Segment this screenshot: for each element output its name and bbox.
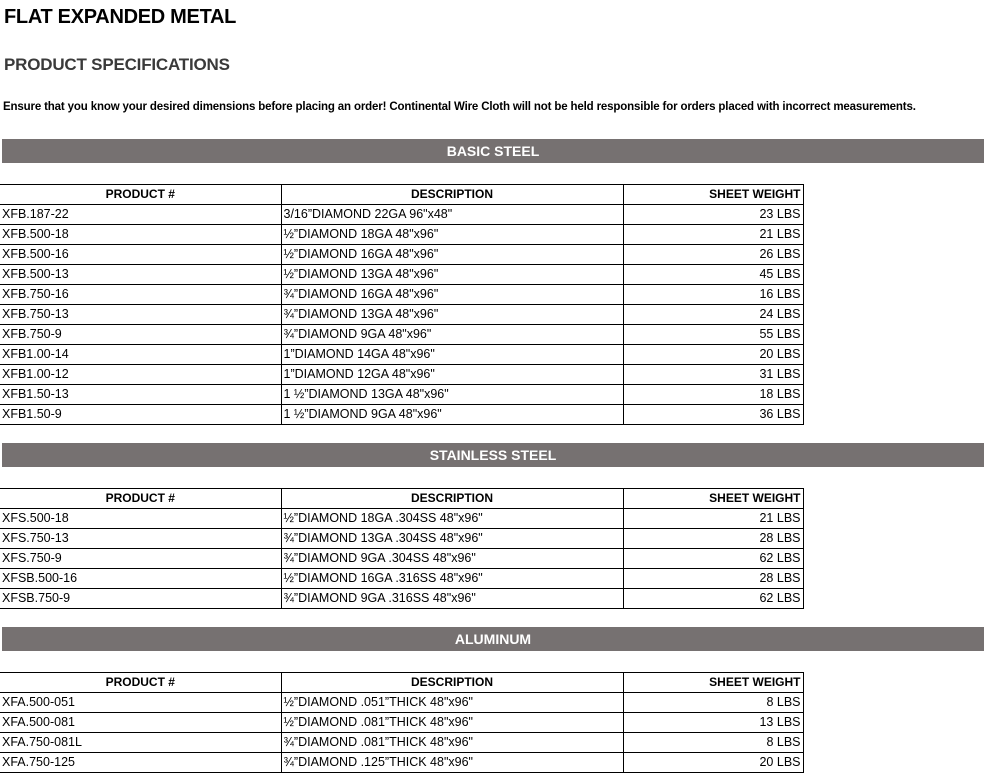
product-number-cell: XFSB.500-16: [0, 569, 281, 589]
product-number-cell: XFB.750-9: [0, 325, 281, 345]
product-number-cell: XFB1.00-12: [0, 365, 281, 385]
description-cell: ½”DIAMOND 16GA .316SS 48"x96": [281, 569, 623, 589]
sheet-weight-cell: 55 LBS: [623, 325, 803, 345]
description-cell: 1 ½”DIAMOND 9GA 48"x96": [281, 405, 623, 425]
product-number-cell: XFA.500-051: [0, 693, 281, 713]
description-cell: 1 ½”DIAMOND 13GA 48"x96": [281, 385, 623, 405]
sheet-weight-cell: 18 LBS: [623, 385, 803, 405]
sheet-weight-cell: 62 LBS: [623, 589, 803, 609]
column-header-product: PRODUCT #: [0, 673, 281, 693]
description-cell: ¾”DIAMOND 9GA 48"x96": [281, 325, 623, 345]
spec-table-aluminum: [0, 672, 804, 773]
sheet-weight-cell: 62 LBS: [623, 549, 803, 569]
sheet-weight-cell: 8 LBS: [623, 733, 803, 753]
table-row: [0, 733, 803, 753]
description-cell: ½”DIAMOND .081”THICK 48"x96": [281, 713, 623, 733]
description-cell: ½”DIAMOND 18GA .304SS 48"x96": [281, 509, 623, 529]
table-row: [0, 693, 803, 713]
table-row: [0, 753, 803, 773]
table-header-row: [0, 185, 803, 205]
section-banner-stainless-steel: STAINLESS STEEL: [2, 443, 984, 467]
description-cell: 3/16”DIAMOND 22GA 96"x48": [281, 205, 623, 225]
page-title: FLAT EXPANDED METAL: [4, 6, 237, 28]
column-header-weight: SHEET WEIGHT: [623, 673, 803, 693]
table-row: [0, 529, 803, 549]
table-row: [0, 285, 803, 305]
description-cell: 1”DIAMOND 12GA 48"x96": [281, 365, 623, 385]
description-cell: ¾”DIAMOND 9GA .316SS 48"x96": [281, 589, 623, 609]
spec-table-stainless-steel: [0, 488, 804, 609]
order-notice: Ensure that you know your desired dimensions before placing an order! Continental Wire Cloth will not be held responsible for orders placed with incorrect measurements.: [3, 101, 916, 113]
column-header-description: DESCRIPTION: [281, 489, 623, 509]
description-cell: ¾”DIAMOND .125”THICK 48"x96": [281, 753, 623, 773]
sheet-weight-cell: 23 LBS: [623, 205, 803, 225]
column-header-description: DESCRIPTION: [281, 185, 623, 205]
product-number-cell: XFS.750-13: [0, 529, 281, 549]
product-number-cell: XFB.750-16: [0, 285, 281, 305]
table-row: [0, 405, 803, 425]
sheet-weight-cell: 31 LBS: [623, 365, 803, 385]
table-row: [0, 345, 803, 365]
sheet-weight-cell: 26 LBS: [623, 245, 803, 265]
product-number-cell: XFA.500-081: [0, 713, 281, 733]
product-number-cell: XFB1.00-14: [0, 345, 281, 365]
description-cell: ¾”DIAMOND 9GA .304SS 48"x96": [281, 549, 623, 569]
table-row: [0, 325, 803, 345]
table-row: [0, 365, 803, 385]
table-row: [0, 569, 803, 589]
table-header-row: [0, 489, 803, 509]
description-cell: 1”DIAMOND 14GA 48"x96": [281, 345, 623, 365]
sheet-weight-cell: 8 LBS: [623, 693, 803, 713]
section-banner-aluminum: ALUMINUM: [2, 627, 984, 651]
sheet-weight-cell: 21 LBS: [623, 225, 803, 245]
sheet-weight-cell: 13 LBS: [623, 713, 803, 733]
column-header-weight: SHEET WEIGHT: [623, 489, 803, 509]
product-number-cell: XFB.750-13: [0, 305, 281, 325]
sheet-weight-cell: 28 LBS: [623, 529, 803, 549]
description-cell: ¾”DIAMOND 13GA 48"x96": [281, 305, 623, 325]
product-number-cell: XFS.750-9: [0, 549, 281, 569]
product-number-cell: XFB.500-16: [0, 245, 281, 265]
column-header-product: PRODUCT #: [0, 489, 281, 509]
description-cell: ½”DIAMOND .051”THICK 48"x96": [281, 693, 623, 713]
description-cell: ¾”DIAMOND 16GA 48"x96": [281, 285, 623, 305]
sheet-weight-cell: 16 LBS: [623, 285, 803, 305]
description-cell: ½”DIAMOND 18GA 48"x96": [281, 225, 623, 245]
column-header-product: PRODUCT #: [0, 185, 281, 205]
table-row: [0, 225, 803, 245]
column-header-description: DESCRIPTION: [281, 673, 623, 693]
product-number-cell: XFB1.50-13: [0, 385, 281, 405]
product-number-cell: XFB.500-18: [0, 225, 281, 245]
table-row: [0, 305, 803, 325]
description-cell: ¾”DIAMOND .081”THICK 48"x96": [281, 733, 623, 753]
description-cell: ½”DIAMOND 16GA 48"x96": [281, 245, 623, 265]
product-number-cell: XFB.187-22: [0, 205, 281, 225]
table-row: [0, 385, 803, 405]
column-header-weight: SHEET WEIGHT: [623, 185, 803, 205]
table-header-row: [0, 673, 803, 693]
table-row: [0, 205, 803, 225]
sheet-weight-cell: 21 LBS: [623, 509, 803, 529]
table-row: [0, 245, 803, 265]
sheet-weight-cell: 20 LBS: [623, 753, 803, 773]
description-cell: ½”DIAMOND 13GA 48"x96": [281, 265, 623, 285]
product-number-cell: XFB1.50-9: [0, 405, 281, 425]
section-banner-basic-steel: BASIC STEEL: [2, 139, 984, 163]
product-number-cell: XFA.750-125: [0, 753, 281, 773]
product-number-cell: XFSB.750-9: [0, 589, 281, 609]
product-number-cell: XFS.500-18: [0, 509, 281, 529]
table-row: [0, 589, 803, 609]
description-cell: ¾”DIAMOND 13GA .304SS 48"x96": [281, 529, 623, 549]
product-number-cell: XFB.500-13: [0, 265, 281, 285]
table-row: [0, 509, 803, 529]
page-subtitle: PRODUCT SPECIFICATIONS: [4, 55, 230, 74]
sheet-weight-cell: 36 LBS: [623, 405, 803, 425]
product-number-cell: XFA.750-081L: [0, 733, 281, 753]
table-row: [0, 265, 803, 285]
table-row: [0, 713, 803, 733]
table-row: [0, 549, 803, 569]
spec-table-basic-steel: [0, 184, 804, 425]
sheet-weight-cell: 28 LBS: [623, 569, 803, 589]
sheet-weight-cell: 24 LBS: [623, 305, 803, 325]
sheet-weight-cell: 20 LBS: [623, 345, 803, 365]
sheet-weight-cell: 45 LBS: [623, 265, 803, 285]
